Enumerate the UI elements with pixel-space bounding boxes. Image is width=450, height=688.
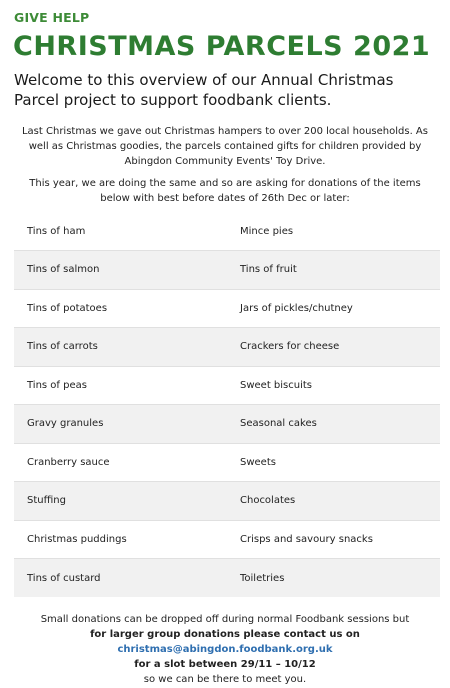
item-cell: Jars of pickles/chutney (227, 289, 440, 328)
table-row (14, 559, 440, 598)
contact-email-link[interactable]: christmas@abingdon.foodbank.org.uk (117, 644, 333, 655)
item-cell: Seasonal cakes (227, 405, 440, 444)
footer-line-dropoff: Small donations can be dropped off during normal Foodbank sessions but (40, 614, 410, 625)
table-row (14, 212, 440, 251)
item-cell: Christmas puddings (14, 520, 227, 559)
item-cell: Crackers for cheese (227, 328, 440, 367)
item-cell: Tins of potatoes (14, 289, 227, 328)
item-cell: Sweet biscuits (227, 366, 440, 405)
footer-line-meet: so we can be there to meet you. (143, 674, 307, 685)
contact-footer (20, 612, 430, 687)
item-cell: Tins of custard (14, 559, 227, 598)
footer-line-slot: for a slot between 29/11 – 10/12 (134, 659, 316, 670)
item-cell: Tins of fruit (227, 251, 440, 290)
table-row (14, 251, 440, 290)
item-cell: Stuffing (14, 482, 227, 521)
donation-items-table (14, 212, 440, 597)
item-cell: Sweets (227, 443, 440, 482)
item-cell: Cranberry sauce (14, 443, 227, 482)
item-cell: Tins of salmon (14, 251, 227, 290)
intro-paragraph-2: This year, we are doing the same and so are asking for donations of the items below with best before dates of 26th Dec or later: (29, 178, 421, 204)
item-cell: Mince pies (240, 225, 294, 237)
intro-paragraph-1: Last Christmas we gave out Christmas hampers to over 200 local households. As well as Christmas goodies, the parcels contained gifts for children provided by Abingdon Community Events' Toy Drive. (21, 126, 428, 167)
table-row (14, 405, 440, 444)
section-kicker: GIVE HELP (14, 10, 90, 25)
item-cell: Toiletries (227, 559, 440, 598)
table-row (14, 289, 440, 328)
table-row (14, 366, 440, 405)
item-cell: Chocolates (227, 482, 440, 521)
table-row (14, 482, 440, 521)
item-cell: Tins of carrots (14, 328, 227, 367)
item-cell: Tins of peas (14, 366, 227, 405)
table-row (14, 328, 440, 367)
item-cell: Tins of ham (27, 225, 86, 237)
footer-line-contact: for larger group donations please contact us on (90, 629, 360, 640)
lead-paragraph: Welcome to this overview of our Annual Christmas Parcel project to support foodbank clients. (14, 71, 394, 110)
page-title: CHRISTMAS PARCELS 2021 (13, 31, 431, 62)
item-cell: Gravy granules (14, 405, 227, 444)
table-row (14, 520, 440, 559)
item-cell: Crisps and savoury snacks (227, 520, 440, 559)
table-row (14, 443, 440, 482)
